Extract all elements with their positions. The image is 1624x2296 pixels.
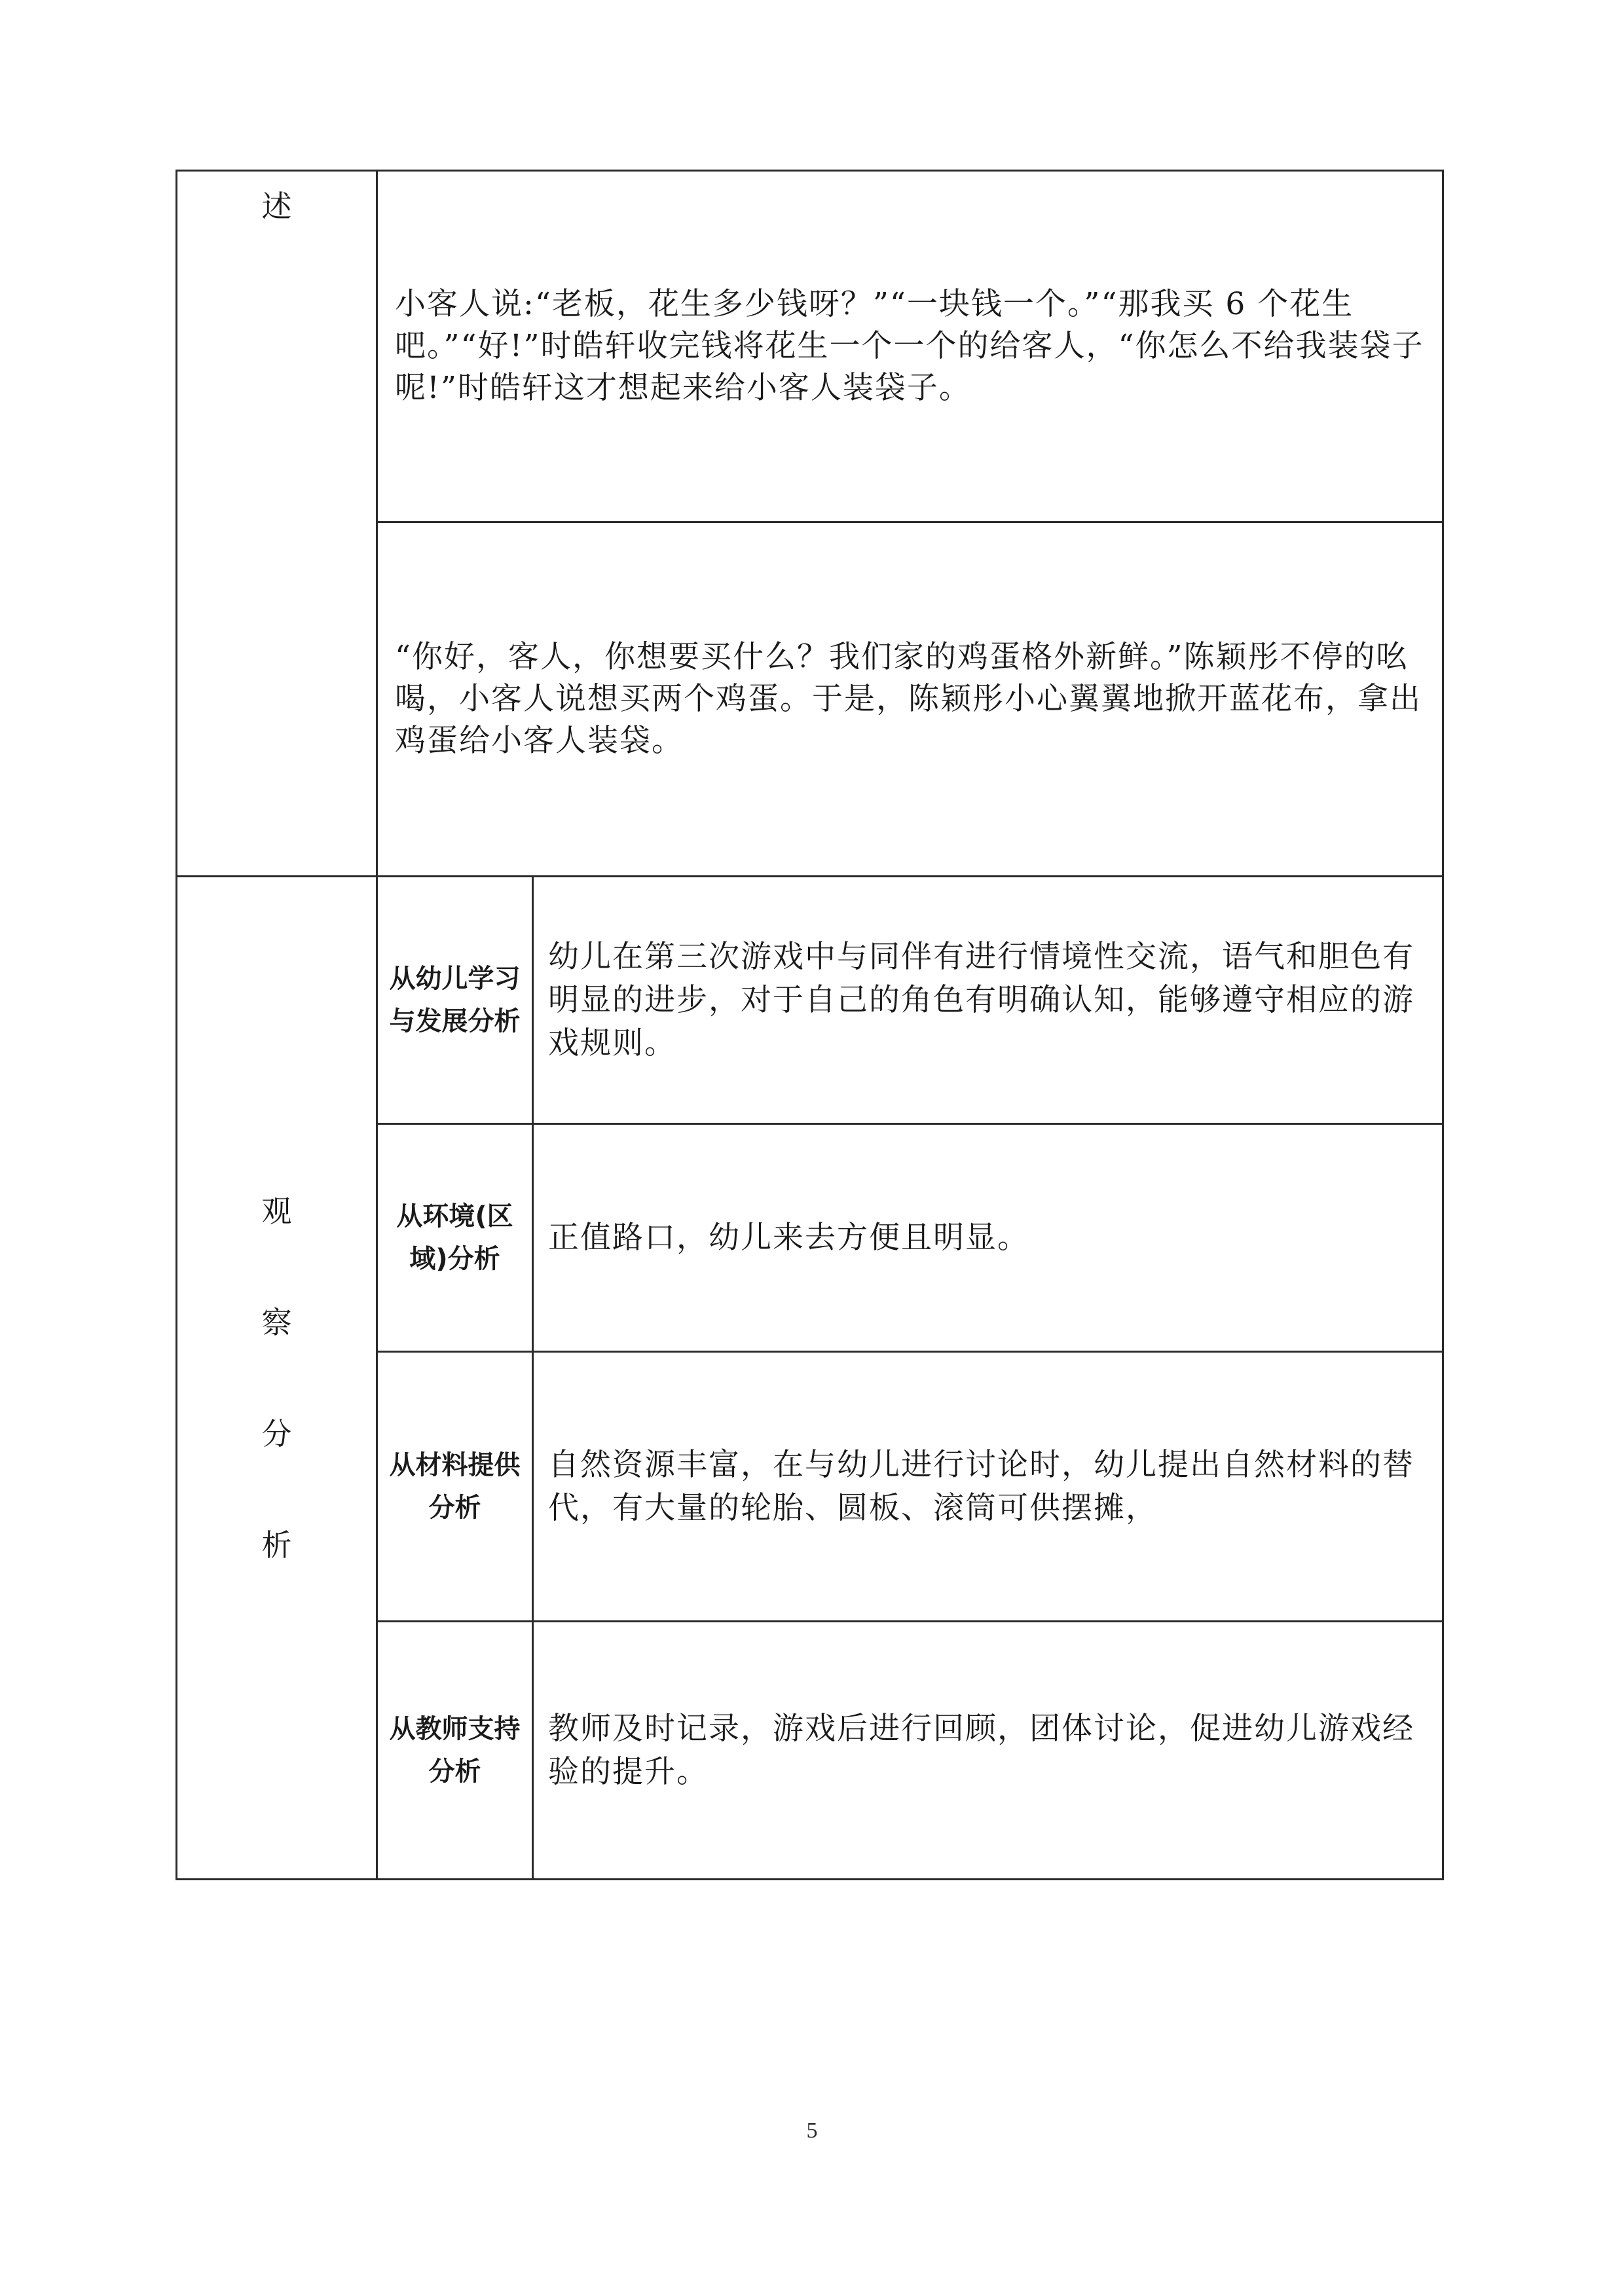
analysis-content-cell	[533, 1622, 1443, 1880]
analysis-label-char: 观	[261, 1193, 292, 1229]
analysis-content-text: 教师及时记录，游戏后进行回顾，团体讨论，促进幼儿游戏经验的提升。	[548, 1710, 1414, 1790]
analysis-content-text: 正值路口，幼儿来去方便且明显。	[548, 1219, 1029, 1256]
analysis-label-char: 分	[261, 1415, 292, 1451]
analysis-label-char: 察	[261, 1304, 292, 1340]
analysis-category-label	[377, 1622, 533, 1880]
analysis-category-label	[377, 877, 533, 1124]
narrative-text: 小客人说:“老板，花生多少钱呀？”“一块钱一个。”“那我买 6 个花生吧。”“好!”时皓轩收完钱将花生一个一个的给客人，“你怎么不给我装袋子呢!”时皓轩这才想起来给小客人装袋子。	[395, 286, 1424, 406]
analysis-content-cell	[533, 877, 1443, 1124]
narrative-text: “你好，客人，你想要买什么？我们家的鸡蛋格外新鲜。”陈颖彤不停的吆喝，小客人说想买两个鸡蛋。于是，陈颖彤小心翼翼地掀开蓝花布，拿出鸡蛋给小客人装袋。	[395, 639, 1422, 759]
analysis-category-text: 从材料提供分析	[389, 1449, 521, 1523]
observation-analysis-label-cell	[177, 877, 377, 1880]
analysis-category-label	[377, 1124, 533, 1352]
description-label-cell	[177, 171, 377, 877]
narrative-cell	[377, 171, 1443, 522]
analysis-content-cell	[533, 1352, 1443, 1622]
analysis-content-text: 幼儿在第三次游戏中与同伴有进行情境性交流，语气和胆色有明显的进步，对于自己的角色有明确认知，能够遵守相应的游戏规则。	[548, 938, 1414, 1061]
description-label: 述	[261, 189, 292, 224]
analysis-category-label	[377, 1352, 533, 1622]
analysis-category-text: 从教师支持分析	[389, 1713, 521, 1787]
observation-record-table	[175, 170, 1444, 1880]
analysis-category-text: 从幼儿学习与发展分析	[389, 963, 521, 1036]
analysis-category-text: 从环境(区域)分析	[396, 1201, 513, 1274]
narrative-cell	[377, 522, 1443, 877]
analysis-content-cell	[533, 1124, 1443, 1352]
analysis-label-char: 析	[261, 1527, 292, 1563]
analysis-row	[177, 877, 1443, 1124]
narrative-row	[177, 171, 1443, 522]
analysis-content-text: 自然资源丰富，在与幼儿进行讨论时，幼儿提出自然材料的替代，有大量的轮胎、圆板、滚筒可供摆摊，	[548, 1446, 1414, 1526]
page-number: 5	[806, 2119, 818, 2143]
